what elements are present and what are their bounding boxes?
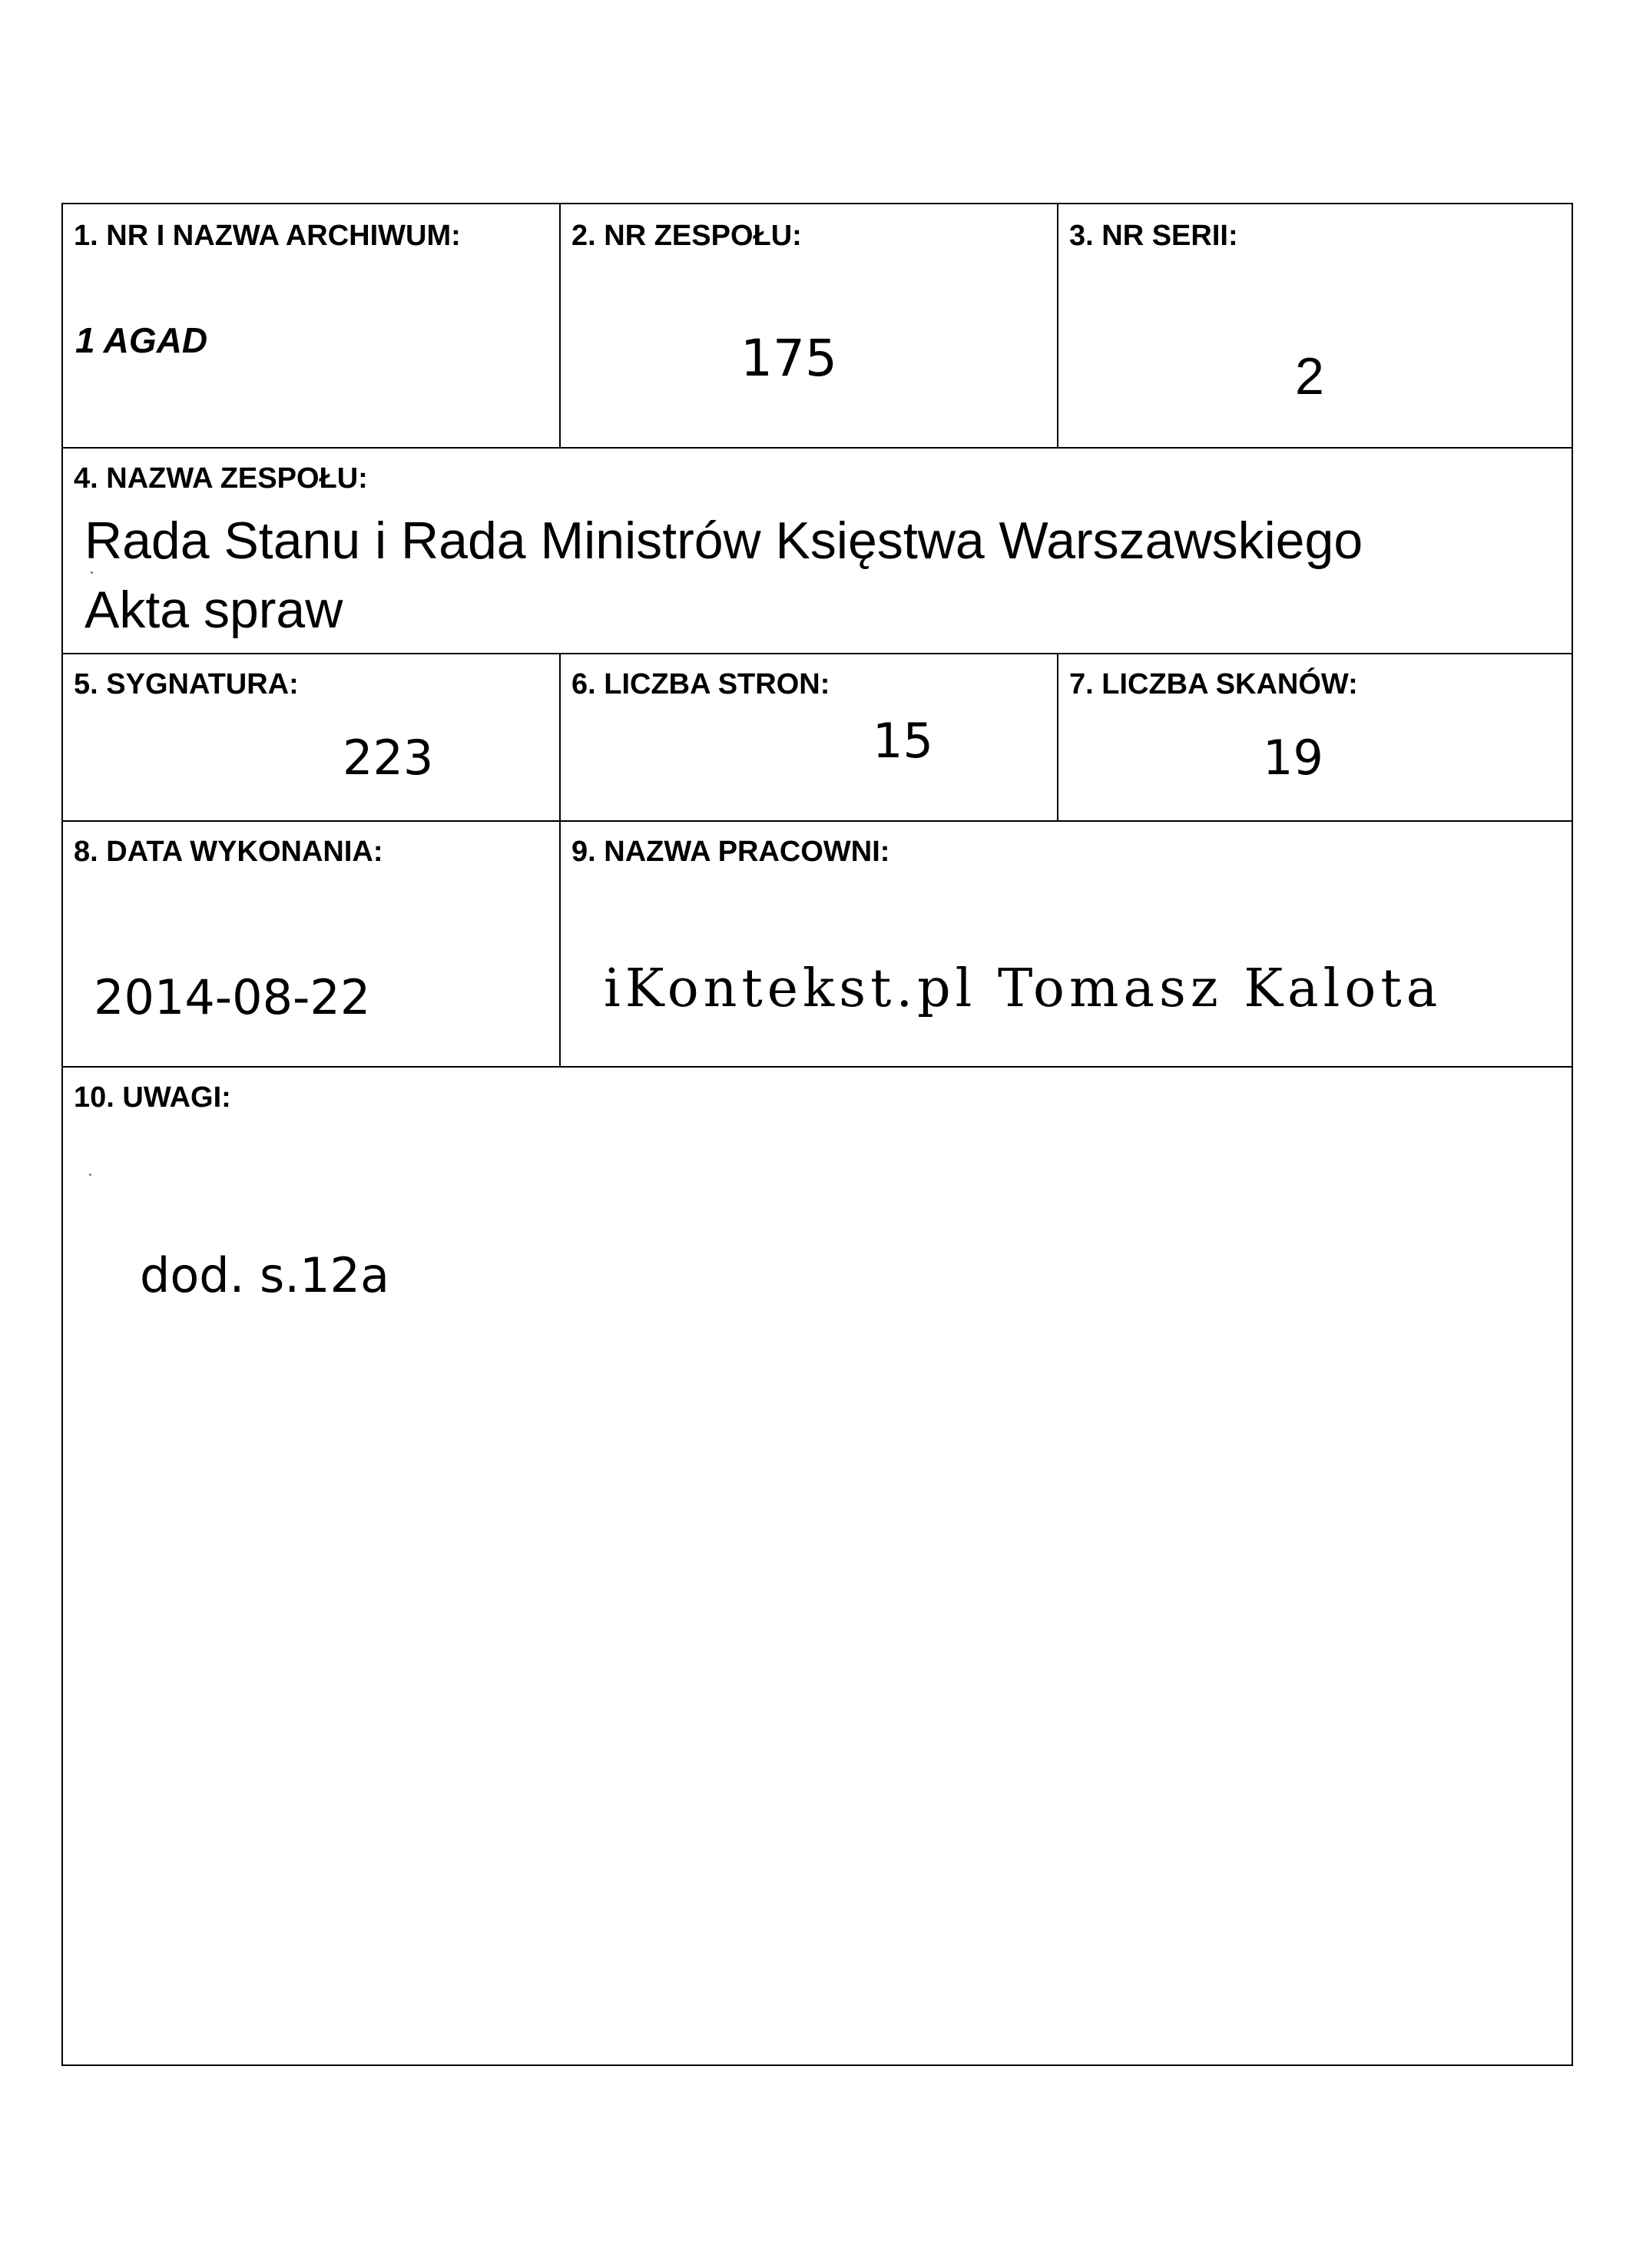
remarks-value: dod. s.12a <box>140 1247 389 1303</box>
series-number-label: 3. NR SERII: <box>1069 220 1238 252</box>
fonds-name-line1: Rada Stanu i Rada Ministrów Księstwa Warszawskiego <box>84 512 1363 570</box>
row-divider <box>63 820 1572 822</box>
series-number-value: 2 <box>1295 347 1324 406</box>
signature-value: 223 <box>343 730 434 786</box>
archive-value: 1 AGAD <box>75 320 208 360</box>
scan-speck <box>89 1174 91 1176</box>
column-divider <box>559 204 561 447</box>
workshop-label: 9. NAZWA PRACOWNI: <box>571 836 890 868</box>
remarks-label: 10. UWAGI: <box>74 1081 231 1114</box>
page-count-value: 15 <box>873 713 933 769</box>
column-divider <box>559 653 561 820</box>
date-label: 8. DATA WYKONANIA: <box>74 836 383 868</box>
archive-label: 1. NR I NAZWA ARCHIWUM: <box>74 220 461 252</box>
workshop-value: iKontekst.pl Tomasz Kalota <box>604 959 1443 1019</box>
fonds-number-value: 175 <box>740 329 837 388</box>
fonds-number-label: 2. NR ZESPOŁU: <box>571 220 802 252</box>
scan-count-value: 19 <box>1263 730 1323 786</box>
metadata-form <box>61 203 1573 2066</box>
page-count-label: 6. LICZBA STRON: <box>571 668 830 700</box>
date-value: 2014-08-22 <box>94 969 371 1025</box>
fonds-name-line2: Akta spraw <box>84 581 343 639</box>
column-divider <box>1057 653 1058 820</box>
row-divider <box>63 447 1572 449</box>
column-divider <box>1057 204 1058 447</box>
column-divider <box>559 820 561 1066</box>
row-divider <box>63 1066 1572 1068</box>
signature-label: 5. SYGNATURA: <box>74 668 299 700</box>
row-divider <box>63 653 1572 654</box>
fonds-name-label: 4. NAZWA ZESPOŁU: <box>74 462 368 495</box>
scan-count-label: 7. LICZBA SKANÓW: <box>1069 668 1358 700</box>
scan-speck <box>91 571 93 574</box>
